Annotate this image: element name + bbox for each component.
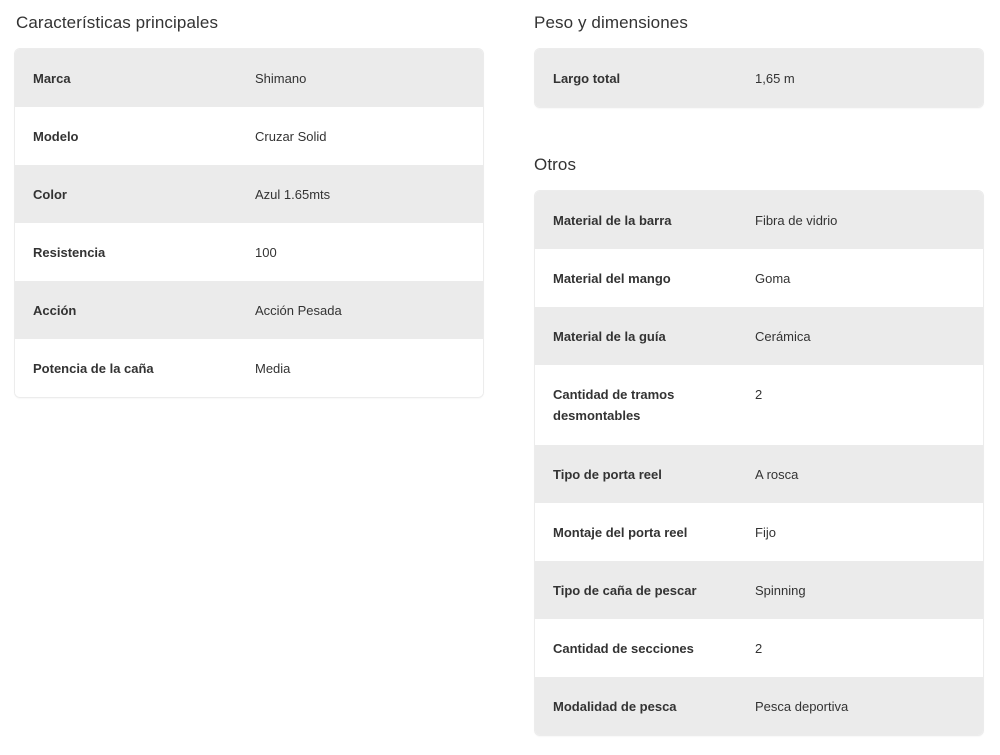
main-features-table [14,48,484,398]
dimensions-title: Peso y dimensiones [534,13,688,32]
row-label: Acción [33,302,77,318]
table-row [535,677,983,735]
table-row [535,503,983,561]
row-label: Largo total [553,70,621,86]
table-row [535,365,983,445]
table-row [15,223,483,281]
row-label: Montaje del porta reel [553,524,688,540]
row-value: Fibra de vidrio [755,212,838,228]
row-label: Material de la barra [553,212,672,228]
right-column [534,0,984,736]
row-value: Cerámica [755,328,811,344]
row-label: Potencia de la caña [33,360,154,376]
row-value: 2 [755,387,763,402]
table-row [535,49,983,107]
table-row [535,191,983,249]
row-value: Cruzar Solid [255,128,327,144]
others-section [534,142,984,736]
table-row [15,107,483,165]
row-value: Pesca deportiva [755,698,849,714]
row-value: Acción Pesada [255,302,342,318]
table-row [535,561,983,619]
row-value: Media [255,360,291,376]
row-label: Cantidad de tramos desmontables [553,387,675,423]
table-row [15,49,483,107]
row-value: 100 [255,244,277,260]
dimensions-table [534,48,984,108]
row-value: Fijo [755,524,776,540]
row-label: Cantidad de secciones [553,640,694,656]
row-value: 1,65 m [755,70,795,86]
row-value: A rosca [755,466,799,482]
row-label: Material de la guía [553,328,666,344]
row-label: Modelo [33,128,79,144]
table-row [15,281,483,339]
row-value: Azul 1.65mts [255,186,331,202]
row-label: Resistencia [33,244,106,260]
row-value: 2 [755,640,763,656]
row-label: Material del mango [553,270,671,286]
main-features-title: Características principales [16,13,219,32]
dimensions-section [534,0,984,108]
table-row [535,619,983,677]
table-row [15,339,483,397]
row-value: Spinning [755,582,806,598]
row-label: Color [33,186,67,202]
table-row [535,445,983,503]
main-features-section [14,0,484,398]
row-label: Tipo de porta reel [553,466,662,482]
table-row [535,249,983,307]
row-label: Tipo de caña de pescar [553,582,697,598]
others-table [534,190,984,736]
table-row [15,165,483,223]
row-value: Shimano [255,70,307,86]
others-title: Otros [534,155,577,174]
row-label: Modalidad de pesca [553,698,677,714]
row-value: Goma [755,270,791,286]
table-row [535,307,983,365]
row-label: Marca [33,70,71,86]
